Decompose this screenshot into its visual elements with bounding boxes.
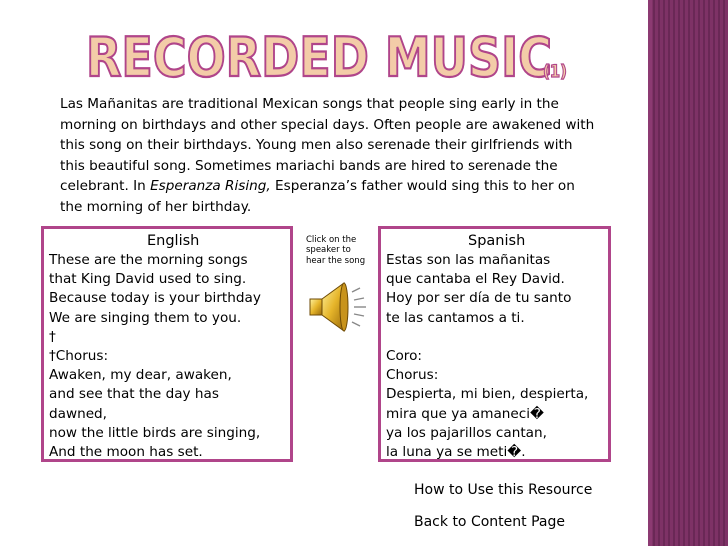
- speaker-note: Click on the speaker to hear the song: [306, 235, 366, 266]
- spanish-line: Chorus:: [386, 367, 439, 384]
- english-line: †Chorus:: [49, 348, 109, 365]
- english-line: And the moon has set.: [49, 444, 203, 461]
- spanish-lyrics-box: [378, 226, 611, 462]
- english-line: that King David used to sing.: [49, 271, 247, 288]
- slide-title-number: [543, 60, 569, 80]
- spanish-line: [386, 328, 608, 347]
- english-line: dawned,: [49, 405, 108, 422]
- spanish-line: Estas son las mañanitas: [386, 252, 551, 268]
- english-line: †: [49, 328, 56, 345]
- spanish-line: la luna ya se meti�.: [386, 444, 526, 461]
- intro-text-part2: Esperanza’s father would sing this to her on the morning of her birthday.: [60, 178, 575, 215]
- spanish-heading: Spanish: [468, 233, 526, 249]
- slide-title-text: RECORDED MUSIC: [86, 26, 552, 86]
- english-line: These are the morning songs: [49, 252, 248, 268]
- slide-title-number-text: (1): [543, 62, 567, 80]
- spanish-line: ya los pajarillos cantan,: [386, 424, 547, 441]
- back-to-content-link[interactable]: Back to Content Page: [414, 514, 565, 530]
- sidebar-decoration: [648, 0, 728, 546]
- spanish-line: Despierta, mi bien, despierta,: [386, 386, 589, 403]
- spanish-line: Coro:: [386, 348, 422, 364]
- intro-paragraph: [60, 94, 600, 218]
- english-line: now the little birds are singing,: [49, 424, 261, 441]
- spanish-line: que cantaba el Rey David.: [386, 271, 565, 288]
- spanish-line: mira que ya amaneci�: [386, 405, 544, 422]
- speaker-icon[interactable]: [304, 278, 374, 336]
- sidebar-edge: [648, 0, 652, 546]
- english-line: Because today is your birthday: [49, 290, 261, 307]
- slide-title: [86, 24, 556, 86]
- spanish-line: te las cantamos a ti.: [386, 309, 525, 326]
- english-heading: English: [147, 233, 200, 249]
- english-lyrics-box: [41, 226, 293, 462]
- english-line: and see that the day has: [49, 386, 219, 403]
- english-line: We are singing them to you.: [49, 309, 242, 326]
- intro-text-part1: Las Mañanitas are traditional Mexican songs that people sing early in the morning on birthdays and other special days. Often people are awakened with this song on their birthdays. Young men also serenade their girlfriends with this beautiful song. Sometimes mariachi bands are hired to serenade the celebrant. In: [60, 96, 595, 195]
- book-title: Esperanza Rising,: [150, 178, 271, 195]
- spanish-line: Hoy por ser día de tu santo: [386, 290, 572, 307]
- english-line: Awaken, my dear, awaken,: [49, 367, 232, 384]
- how-to-use-link[interactable]: How to Use this Resource: [414, 482, 593, 498]
